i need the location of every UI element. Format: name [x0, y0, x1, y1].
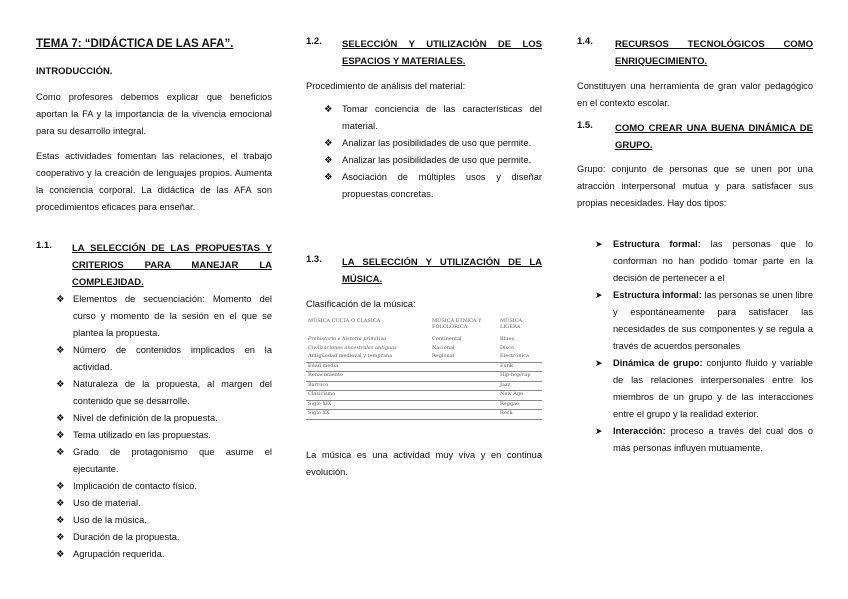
table-cell: Barroco: [306, 381, 430, 391]
section-1-1-list: [56, 291, 272, 563]
list-item: ❖ Naturaleza de la propuesta, al margen del contenido que se desarrolle.: [56, 376, 272, 410]
table-cell: Jazz: [498, 381, 542, 391]
table-cell: [430, 381, 498, 391]
table-cell: Funk: [498, 362, 542, 372]
section-1-2-list: [324, 101, 542, 203]
table-cell: [430, 391, 498, 401]
music-classification-table: [306, 318, 542, 420]
diamond-bullet-icon: ❖: [56, 481, 65, 491]
list-item: ❖ Asociación de múltiples usos y diseñar propuestas concretas.: [324, 169, 542, 203]
table-cell: New Age: [498, 391, 542, 401]
table-cell: Civilizaciones ancestrales antiguas: [308, 344, 397, 351]
section-number: 1.5.: [577, 120, 593, 131]
diamond-bullet-icon: ❖: [56, 532, 65, 542]
section-title: LA SELECCIÓN DE LAS PROPUESTAS Y CRITERIOS PARA MANEJAR LA COMPLEJIDAD.: [72, 243, 272, 288]
section-number: 1.4.: [577, 36, 593, 47]
table-cell: Clasicismo: [306, 391, 430, 401]
table-header-cell: MÚSICA LIGERA: [500, 318, 523, 330]
table-row: [306, 353, 542, 362]
section-1-3-intro: Clasificación de la música:: [306, 299, 416, 309]
table-cell: Continental: [432, 336, 462, 342]
list-item: ❖ Grado de protagonismo que asume el ejecutante.: [56, 444, 272, 478]
table-cell: Renacimiento: [306, 372, 430, 382]
table-cell: Disco: [500, 344, 514, 351]
table-row: [306, 362, 542, 372]
table-header-cell: MÚSICA ÉTNICA Y FOLCLÓRICA: [432, 318, 482, 330]
table-cell: Rock: [498, 410, 542, 420]
list-item: ➤ Estructura informal: las personas se unen libre y espontáneamente para satisfacer las necesidades de sus componentes y se regula a través de acuerdos personales: [577, 287, 813, 355]
list-item: ❖ Uso de material.: [56, 495, 272, 512]
section-title: SELECCIÓN Y UTILIZACIÓN DE LOS ESPACIOS Y MATERIALES.: [342, 39, 542, 67]
table-cell: Reggae: [498, 400, 542, 410]
table-cell: Hip-hop/rap: [498, 372, 542, 382]
table-cell: Antigüedad medieval y temprana: [306, 353, 430, 362]
section-title: RECURSOS TECNOLÓGICOS COMO ENRIQUECIMIENTO.: [615, 39, 813, 67]
table-cell: Edad media: [306, 362, 430, 372]
list-item: ➤ Interacción: proceso a través del cual dos o más personas influyen mutuamente.: [577, 423, 813, 457]
table-cell: Siglo XIX: [306, 400, 430, 410]
table-row: [306, 336, 542, 345]
table-cell: Nacional: [432, 344, 455, 351]
document-title: TEMA 7: “DIDÁCTICA DE LAS AFA”.: [36, 38, 234, 50]
arrow-bullet-icon: ➤: [595, 426, 603, 436]
diamond-bullet-icon: ❖: [324, 172, 333, 182]
table-cell: Siglo XX: [306, 410, 430, 420]
diamond-bullet-icon: ❖: [324, 155, 333, 165]
list-item: ➤ Estructura formal: las personas que lo conforman no han podido tomar parte en la decisión de pertenecer a el: [577, 236, 813, 287]
section-1-4-heading: [577, 36, 813, 70]
section-1-1-heading: [36, 240, 272, 291]
table-cell: [430, 372, 498, 382]
section-1-3-paragraph: La música es una actividad muy viva y en continua evolución.: [306, 450, 542, 477]
list-item: ❖ Duración de la propuesta.: [56, 529, 272, 546]
table-header-cell: MÚSICA CULTA O CLÁSICA: [308, 318, 381, 324]
section-number: 1.2.: [306, 36, 322, 47]
list-item: ❖ Uso de la música.: [56, 512, 272, 529]
list-item: ➤ Dinámica de grupo: conjunto fluido y variable de las relaciones interpersonales entre los miembros de un grupo y de las interacciones entre el grupo y la realidad exterior.: [577, 355, 813, 423]
table-row: [306, 381, 542, 391]
diamond-bullet-icon: ❖: [56, 345, 65, 355]
arrow-bullet-icon: ➤: [595, 358, 603, 368]
diamond-bullet-icon: ❖: [56, 498, 65, 508]
table-row: [306, 391, 542, 401]
table-row: [306, 400, 542, 410]
section-title: COMO CREAR UNA BUENA DINÁMICA DE GRUPO.: [615, 123, 813, 151]
list-item: ❖ Agrupación requerida.: [56, 546, 272, 563]
section-1-4-paragraph: Constituyen una herramienta de gran valor pedagógico en el contexto escolar.: [577, 81, 813, 108]
section-1-5-heading: [577, 120, 813, 154]
intro-paragraph-1: Como profesores debemos explicar que beneficios aportan la FA y la importancia de la vivencia emocional para su desarrollo integral.: [36, 92, 272, 136]
section-1-5-list: [577, 236, 813, 457]
list-item: ❖ Tomar conciencia de las características del material.: [324, 101, 542, 135]
list-item: ❖ Analizar las posibilidades de uso que permite.: [324, 152, 542, 169]
intro-paragraph-2: Estas actividades fomentan las relaciones, el trabajo cooperativo y la creación de lenguajes propios. Aumenta la conciencia corporal. La didáctica de las AFA son procedimientos eficaces para enseñar.: [36, 151, 272, 212]
section-1-2-intro: Procedimiento de análisis del material:: [306, 81, 466, 91]
diamond-bullet-icon: ❖: [56, 447, 65, 457]
diamond-bullet-icon: ❖: [56, 549, 65, 559]
diamond-bullet-icon: ❖: [56, 515, 65, 525]
section-title: LA SELECCIÓN Y UTILIZACIÓN DE LA MÚSICA.: [342, 257, 542, 285]
diamond-bullet-icon: ❖: [56, 379, 65, 389]
arrow-bullet-icon: ➤: [595, 239, 603, 249]
arrow-bullet-icon: ➤: [595, 290, 603, 300]
table-cell: Regional: [430, 353, 498, 362]
table-cell: [430, 362, 498, 372]
list-item: ❖ Analizar las posibilidades de uso que permite.: [324, 135, 542, 152]
table-row: [306, 410, 542, 420]
section-number: 1.3.: [306, 254, 322, 265]
list-item: ❖ Elementos de secuenciación: Momento del curso y momento de la sesión en el que se plantea la propuesta.: [56, 291, 272, 342]
list-item: ❖ Nivel de definición de la propuesta.: [56, 410, 272, 427]
table-cell: Electrónica: [498, 353, 542, 362]
diamond-bullet-icon: ❖: [324, 104, 333, 114]
list-item: ❖ Implicación de contacto físico.: [56, 478, 272, 495]
section-1-2-heading: [306, 36, 542, 70]
diamond-bullet-icon: ❖: [56, 413, 65, 423]
diamond-bullet-icon: ❖: [324, 138, 333, 148]
intro-heading: INTRODUCCIÓN.: [36, 66, 113, 77]
table-cell: Blues: [500, 336, 515, 342]
table-cell: [430, 410, 498, 420]
list-item: ❖ Tema utilizado en las propuestas.: [56, 427, 272, 444]
table-cell: [430, 400, 498, 410]
list-item: ❖ Número de contenidos implicados en la actividad.: [56, 342, 272, 376]
table-header-row: [306, 318, 542, 336]
diamond-bullet-icon: ❖: [56, 294, 65, 304]
table-cell: Prehistoria e historia primitiva: [308, 336, 387, 342]
table-row: [306, 372, 542, 382]
section-1-5-paragraph: Grupo: conjunto de personas que se unen por una atracción interpersonal mutua y para satisfacer sus propias necesidades. Hay dos tipos:: [577, 164, 813, 208]
diamond-bullet-icon: ❖: [56, 430, 65, 440]
section-number: 1.1.: [36, 240, 52, 251]
table-row: [306, 345, 542, 354]
section-1-3-heading: [306, 254, 542, 288]
